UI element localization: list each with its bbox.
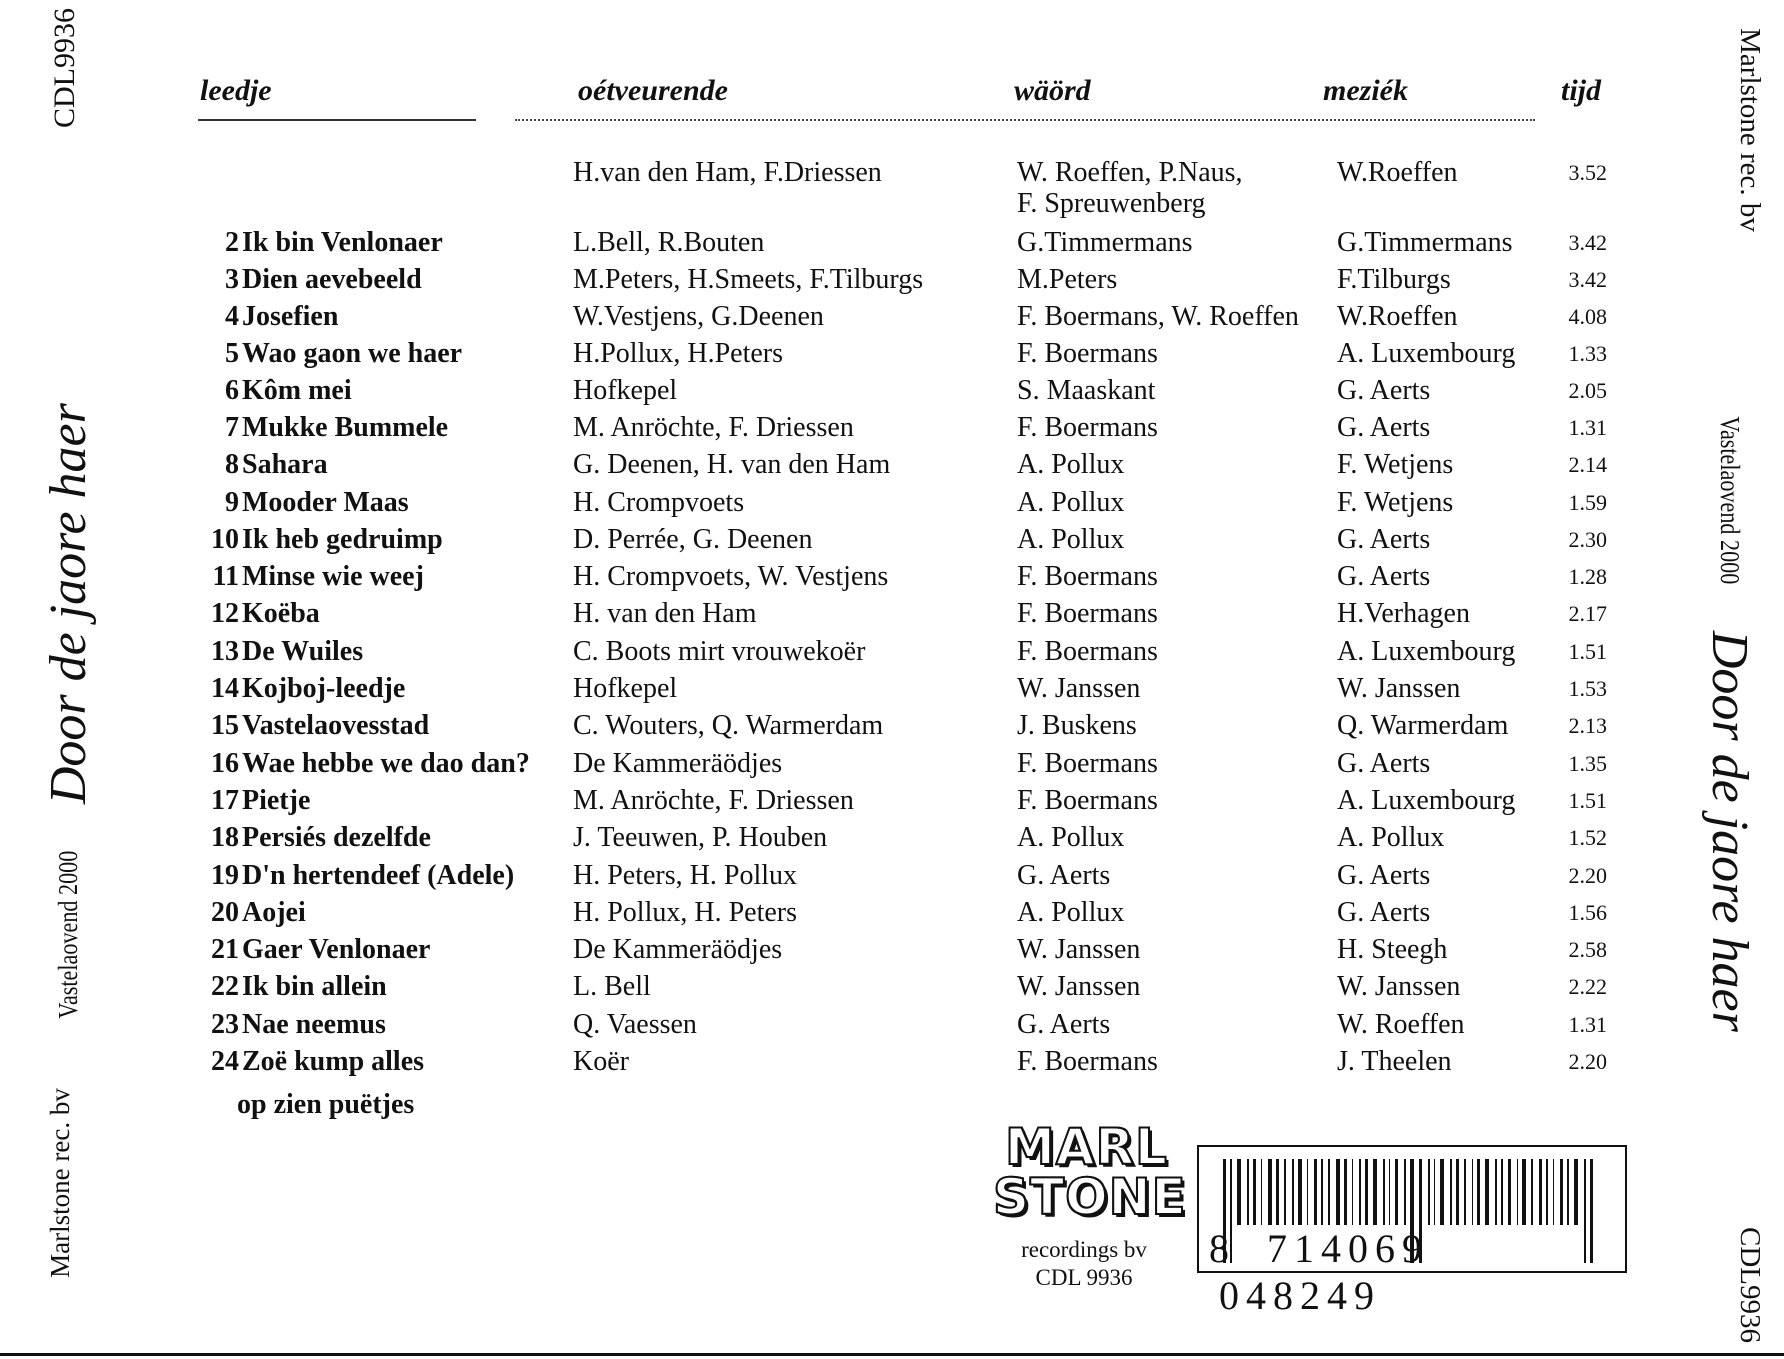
track-num: 20 [211, 897, 239, 928]
track-performers: Q. Vaessen [573, 1009, 697, 1040]
barcode-number [1209, 1225, 1615, 1319]
track-row [0, 301, 1640, 338]
track-row [0, 157, 1640, 194]
track-music: G. Aerts [1337, 748, 1431, 779]
barcode-bar [1456, 1159, 1459, 1225]
track-time: 1.33 [1568, 341, 1607, 366]
track-performers: H.van den Ham, F.Driessen [573, 157, 882, 188]
spine-left-album-title: Door de jaore haer [39, 403, 97, 805]
track-row [0, 710, 1640, 747]
track-num: 7 [225, 412, 239, 443]
track-time: 2.22 [1568, 974, 1607, 999]
track-row [0, 1046, 1640, 1083]
track-lyrics: F. Boermans [1017, 412, 1158, 443]
barcode-bar [1477, 1159, 1480, 1225]
track-num: 2 [225, 227, 239, 258]
track-num: 10 [211, 524, 239, 555]
barcode-bar [1383, 1159, 1385, 1225]
barcode-bar [1539, 1159, 1542, 1225]
spine-right-series: Vastelaovend 2000 [1715, 416, 1746, 585]
track-performers: M.Peters, H.Smeets, F.Tilburgs [573, 264, 924, 295]
bottom-rule [0, 1353, 1784, 1356]
track-music: A. Pollux [1337, 822, 1445, 853]
barcode-bar [1574, 1159, 1578, 1225]
barcode-bar [1298, 1159, 1302, 1225]
track-performers: M. Anröchte, F. Driessen [573, 785, 854, 816]
track-row [0, 412, 1640, 449]
track-performers: De Kammeräödjes [573, 748, 783, 779]
track-row [0, 636, 1640, 673]
track-time: 2.05 [1568, 378, 1607, 403]
track-title: Vastelaovesstad [242, 710, 430, 741]
track-lyrics: A. Pollux [1017, 897, 1125, 928]
track-performers: L. Bell [573, 971, 651, 1002]
track-music: G. Aerts [1337, 561, 1431, 592]
track-music: H. Steegh [1337, 934, 1448, 965]
track-lyrics: G. Aerts [1017, 860, 1111, 891]
header-performers: oétveurende [578, 74, 728, 107]
barcode-bar [1389, 1159, 1390, 1225]
barcode-bar [1365, 1159, 1368, 1225]
barcode [1197, 1145, 1627, 1318]
track-time: 4.08 [1568, 304, 1607, 329]
track-performers: De Kammeräödjes [573, 934, 783, 965]
track-performers: C. Wouters, Q. Warmerdam [573, 710, 884, 741]
track-time: 2.58 [1568, 937, 1607, 962]
track-performers: H.Pollux, H.Peters [573, 338, 783, 369]
track-time: 1.31 [1568, 1012, 1607, 1037]
track-title: Kojboj-leedje [242, 673, 406, 704]
track-num: 4 [225, 301, 239, 332]
barcode-bar [1501, 1159, 1503, 1225]
barcode-bar [1434, 1159, 1435, 1225]
track-performers: L.Bell, R.Bouten [573, 227, 765, 258]
track-time: 1.51 [1568, 639, 1607, 664]
track-time: 1.31 [1568, 415, 1607, 440]
track-performers: G. Deenen, H. van den Ham [573, 449, 891, 480]
track-music: F. Wetjens [1337, 487, 1454, 518]
barcode-bar [1495, 1159, 1497, 1225]
barcode-bar [1352, 1159, 1353, 1225]
barcode-bar [1328, 1159, 1330, 1225]
track-num: 21 [211, 934, 239, 965]
track-num: 17 [211, 785, 239, 816]
barcode-bar [1464, 1159, 1466, 1225]
track-row [0, 487, 1640, 524]
spine-right-title [1700, 415, 1760, 1032]
barcode-bar [1567, 1159, 1569, 1225]
track-time: 3.42 [1568, 230, 1607, 255]
track-row [0, 1009, 1640, 1046]
header-rule [515, 119, 1535, 121]
logo-line1: MARL [1005, 1118, 1168, 1176]
track-num: 24 [211, 1046, 239, 1077]
track-time: 1.52 [1568, 825, 1607, 850]
track-performers: C. Boots mirt vrouwekoër [573, 636, 866, 667]
track-lyrics: F. Boermans, W. Roeffen [1017, 301, 1299, 332]
track-row [0, 227, 1640, 264]
track-music: A. Luxembourg [1337, 338, 1516, 369]
barcode-bar [1314, 1159, 1317, 1225]
barcode-bar [1237, 1159, 1241, 1225]
track-time: 2.20 [1568, 863, 1607, 888]
track-num: 3 [225, 264, 239, 295]
track-num: 18 [211, 822, 239, 853]
header-time: tijd [1561, 74, 1602, 107]
barcode-bar [1359, 1159, 1361, 1225]
track-performers: J. Teeuwen, P. Houben [573, 822, 828, 853]
track-title: Nae neemus [242, 1009, 386, 1040]
track-music: H.Verhagen [1337, 598, 1470, 629]
track-time: 1.28 [1568, 564, 1607, 589]
track-time: 2.30 [1568, 527, 1607, 552]
track-lyrics: F. Boermans [1017, 1046, 1158, 1077]
track-num: 22 [211, 971, 239, 1002]
barcode-bar [1336, 1159, 1340, 1225]
barcode-group2: 048249 [1219, 1273, 1381, 1318]
track-title: Dien aevebeeld [242, 264, 422, 295]
track-time: 2.17 [1568, 601, 1607, 626]
track-time: 2.20 [1568, 1049, 1607, 1074]
barcode-bar [1560, 1159, 1563, 1225]
track-time: 3.42 [1568, 267, 1607, 292]
barcode-bar [1553, 1159, 1554, 1225]
track-performers: W.Vestjens, G.Deenen [573, 301, 824, 332]
barcode-bar [1531, 1159, 1533, 1225]
track-time: 1.59 [1568, 490, 1607, 515]
track-title: Sahara [242, 449, 328, 480]
track-24-title-line2: op zien puëtjes [237, 1089, 415, 1120]
track-row [0, 860, 1640, 897]
track-title: Zoë kump alles [242, 1046, 425, 1077]
track-lyrics: A. Pollux [1017, 449, 1125, 480]
barcode-bar [1450, 1159, 1452, 1225]
track-title: Aojei [242, 897, 306, 928]
track-lyrics: A. Pollux [1017, 822, 1125, 853]
spine-left-series: Vastelaovend 2000 [52, 850, 83, 1019]
track-lyrics: F. Boermans [1017, 561, 1158, 592]
barcode-bar [1472, 1159, 1473, 1225]
track-lyrics: M.Peters [1017, 264, 1118, 295]
barcode-bar [1344, 1159, 1347, 1225]
track-row [0, 598, 1640, 635]
track-row [0, 338, 1640, 375]
track-performers: M. Anröchte, F. Driessen [573, 412, 854, 443]
track-music: W.Roeffen [1337, 157, 1458, 188]
track-row [0, 524, 1640, 561]
track-row [0, 971, 1640, 1008]
track-row [0, 785, 1640, 822]
barcode-bar [1485, 1159, 1489, 1225]
track-performers: Hofkepel [573, 375, 678, 406]
track-title: Gaer Venlonaer [242, 934, 431, 965]
track-performers: D. Perrée, G. Deenen [573, 524, 813, 555]
track-time: 2.14 [1568, 452, 1607, 477]
barcode-bar [1261, 1159, 1262, 1225]
track-row [0, 264, 1640, 301]
spine-right-album-title: Door de jaore haer [1701, 630, 1759, 1032]
barcode-bar [1276, 1159, 1279, 1225]
track-music: G. Aerts [1337, 860, 1431, 891]
track-performers: H. Pollux, H. Peters [573, 897, 797, 928]
track-music: Q. Warmerdam [1337, 710, 1509, 741]
barcode-bar [1517, 1159, 1518, 1225]
track-title: Ik bin Venlonaer [242, 227, 443, 258]
track-title: Mukke Bummele [242, 412, 449, 443]
barcode-bar [1284, 1159, 1286, 1225]
track-title: De Wuiles [242, 636, 364, 667]
spine-left-catalog: CDL9936 [48, 8, 81, 128]
track-performers: Koër [573, 1046, 629, 1077]
track-title: Ik heb gedruimp [242, 524, 443, 555]
track-row [0, 748, 1640, 785]
track-time: 1.51 [1568, 788, 1607, 813]
logo-line2: STONE [993, 1168, 1187, 1226]
barcode-bar [1440, 1159, 1444, 1225]
spine-right-catalog: CDL9936 [1734, 1227, 1766, 1343]
track-row [0, 934, 1640, 971]
track-time: 3.52 [1568, 160, 1607, 185]
track-title: Persiés dezelfde [242, 822, 431, 853]
barcode-bar [1546, 1159, 1548, 1225]
header-music: meziék [1323, 74, 1408, 107]
track-row [0, 561, 1640, 598]
track-row [0, 375, 1640, 412]
track-lyrics: A. Pollux [1017, 487, 1125, 518]
track-music: F.Tilburgs [1337, 264, 1451, 295]
track-performers: H. Peters, H. Pollux [573, 860, 797, 891]
track-music: W.Roeffen [1337, 301, 1458, 332]
track-lyrics: F. Boermans [1017, 598, 1158, 629]
track-row [0, 897, 1640, 934]
track-music: G. Aerts [1337, 897, 1431, 928]
track-lyrics: W. Janssen [1017, 673, 1141, 704]
track-lyrics: J. Buskens [1017, 710, 1137, 741]
barcode-bar [1247, 1159, 1249, 1225]
barcode-bar [1253, 1159, 1256, 1225]
track-num: 11 [212, 561, 239, 592]
track-lyrics: G. Aerts [1017, 1009, 1111, 1040]
track-performers: H. Crompvoets, W. Vestjens [573, 561, 889, 592]
track-row [0, 822, 1640, 859]
logo-subtitle: recordings bv [1021, 1237, 1147, 1262]
barcode-bar [1428, 1159, 1430, 1225]
track-music: W. Roeffen [1337, 1009, 1465, 1040]
track-lyrics: S. Maaskant [1017, 375, 1156, 406]
track-title: Mooder Maas [242, 487, 409, 518]
barcode-bar [1292, 1159, 1294, 1225]
track-num: 14 [211, 673, 239, 704]
track-title: Wao gaon we haer [242, 338, 463, 369]
track-music: F. Wetjens [1337, 449, 1454, 480]
track-title: Josefien [242, 301, 339, 332]
track-lyrics: G.Timmermans [1017, 227, 1193, 258]
track-title: Pietje [242, 785, 311, 816]
barcode-bar [1373, 1159, 1377, 1225]
track-num: 5 [225, 338, 239, 369]
barcode-bar [1268, 1159, 1272, 1225]
track-row [0, 673, 1640, 710]
header-song: leedje [200, 74, 272, 107]
header-lyrics: wäörd [1014, 74, 1091, 107]
track-lyrics: F. Boermans [1017, 748, 1158, 779]
track-music: G. Aerts [1337, 375, 1431, 406]
barcode-bar [1508, 1159, 1511, 1225]
track-num: 8 [225, 449, 239, 480]
track-music: G. Aerts [1337, 524, 1431, 555]
spine-right-label: Marlstone rec. bv [1734, 28, 1766, 232]
track-music: W. Janssen [1337, 971, 1461, 1002]
track-num: 6 [225, 375, 239, 406]
track-title: Minse wie weej [242, 561, 424, 592]
logo-catalog: CDL 9936 [1035, 1265, 1133, 1290]
track-music: W. Janssen [1337, 673, 1461, 704]
track-music: J. Theelen [1337, 1046, 1452, 1077]
barcode-bar [1321, 1159, 1323, 1225]
track-num: 9 [225, 487, 239, 518]
track-lyrics: W. Janssen [1017, 971, 1141, 1002]
track-music: A. Luxembourg [1337, 785, 1516, 816]
track-1-lyrics-line2: F. Spreuwenberg [1017, 188, 1206, 219]
track-time: 1.56 [1568, 900, 1607, 925]
track-title: Ik bin allein [242, 971, 387, 1002]
track-performers: Hofkepel [573, 673, 678, 704]
track-title: Kôm mei [242, 375, 352, 406]
track-performers: H. van den Ham [573, 598, 757, 629]
track-lyrics: F. Boermans [1017, 785, 1158, 816]
track-time: 2.13 [1568, 713, 1607, 738]
track-music: G. Aerts [1337, 412, 1431, 443]
track-title: D'n hertendeef (Adele) [242, 860, 515, 891]
track-music: A. Luxembourg [1337, 636, 1516, 667]
track-lyrics: W. Janssen [1017, 934, 1141, 965]
track-num: 12 [211, 598, 239, 629]
barcode-bar [1522, 1159, 1526, 1225]
barcode-group1: 714069 [1267, 1226, 1429, 1271]
track-lyrics: W. Roeffen, P.Naus, [1017, 157, 1243, 188]
barcode-bar [1307, 1159, 1308, 1225]
barcode-bar [1404, 1159, 1406, 1225]
track-num: 19 [211, 860, 239, 891]
track-music: G.Timmermans [1337, 227, 1513, 258]
track-lyrics: F. Boermans [1017, 636, 1158, 667]
track-num: 15 [211, 710, 239, 741]
track-time: 1.53 [1568, 676, 1607, 701]
track-title: Wae hebbe we dao dan? [242, 748, 530, 779]
track-num: 23 [211, 1009, 239, 1040]
header-rule [198, 119, 476, 121]
track-row [0, 449, 1640, 486]
track-lyrics: A. Pollux [1017, 524, 1125, 555]
track-lyrics: F. Boermans [1017, 338, 1158, 369]
track-time: 1.35 [1568, 751, 1607, 776]
track-num: 13 [211, 636, 239, 667]
barcode-bar [1395, 1159, 1398, 1225]
spine-left-label: Marlstone rec. bv [45, 1088, 75, 1278]
track-performers: H. Crompvoets [573, 487, 745, 518]
track-title: Koëba [242, 598, 320, 629]
track-num: 16 [211, 748, 239, 779]
barcode-first-digit: 8 [1209, 1226, 1236, 1271]
